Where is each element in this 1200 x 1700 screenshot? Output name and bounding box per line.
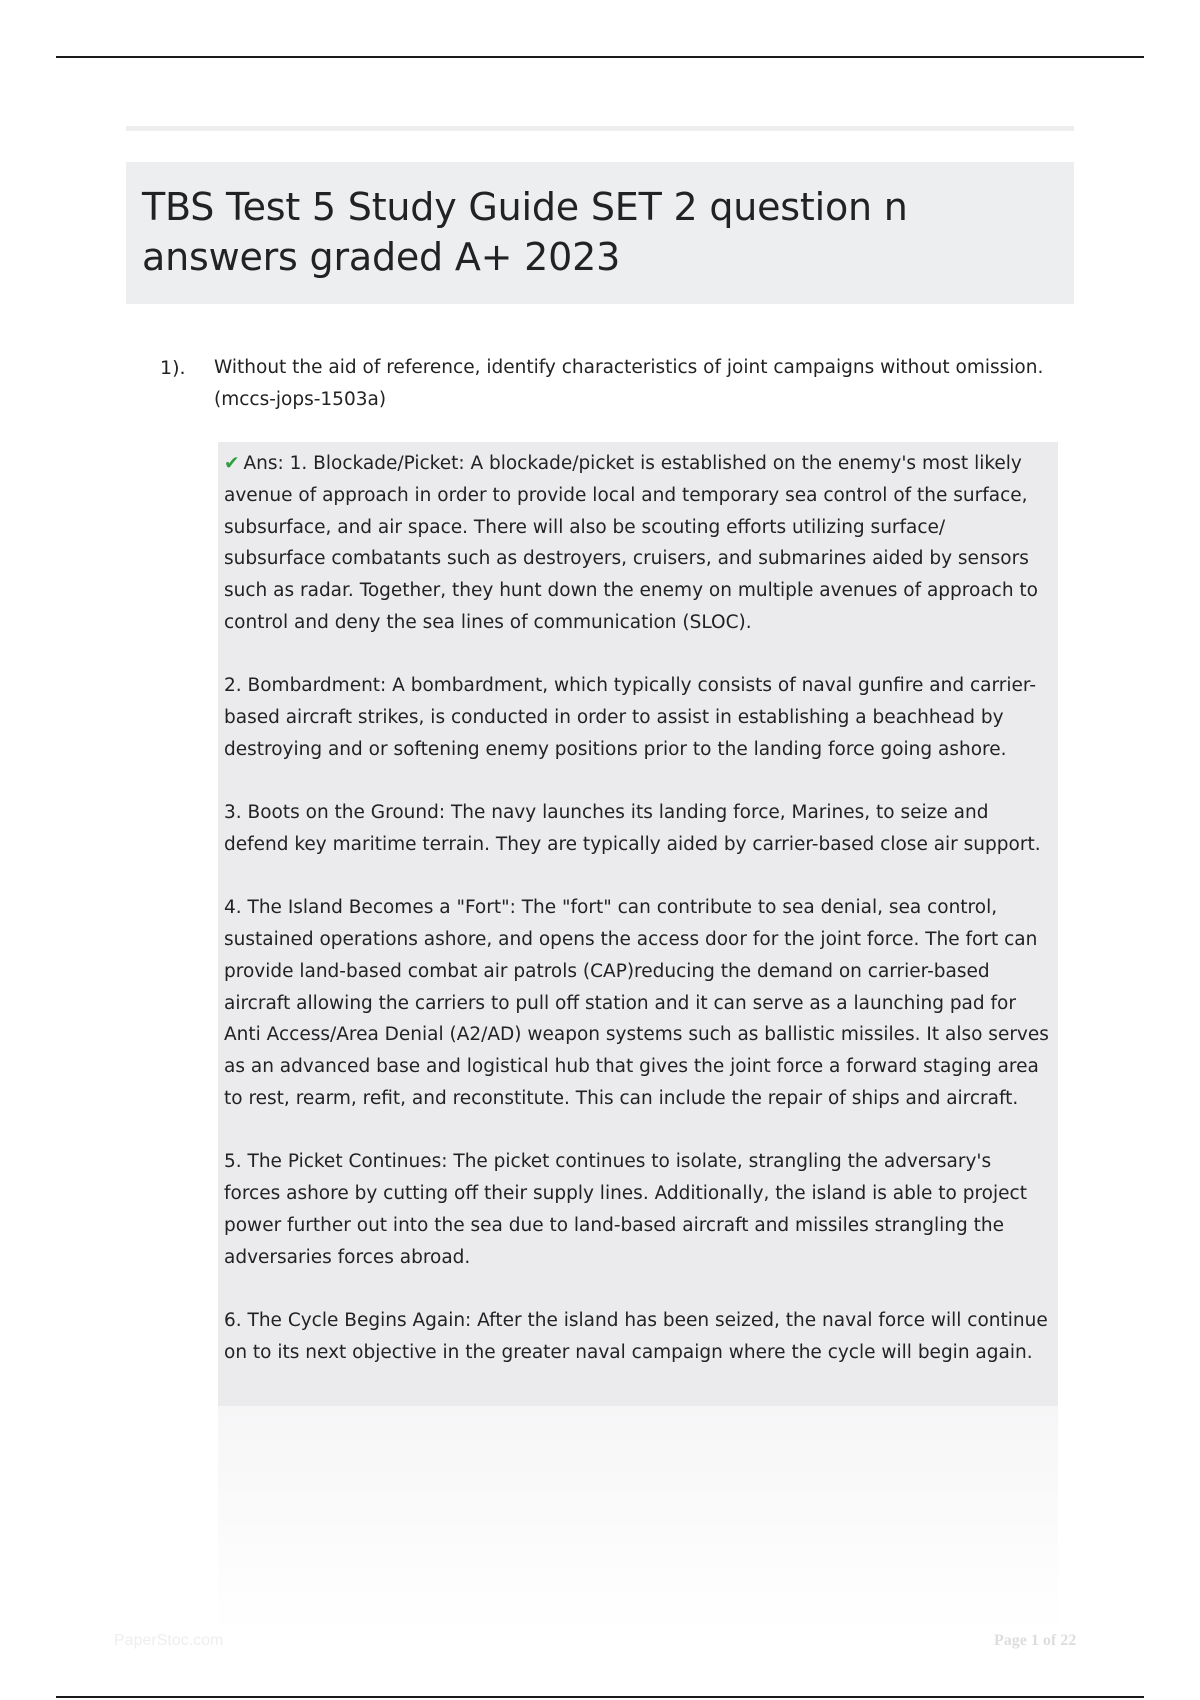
question-text: Without the aid of reference, identify characteristics of joint campaigns without omission. (mccs-jops-1503a) [214, 357, 1044, 410]
top-rule [56, 56, 1144, 58]
answer-box [218, 442, 1058, 1406]
header-divider [126, 126, 1074, 131]
answer-paragraph-1 [224, 448, 1050, 639]
check-icon: ✔ [224, 453, 240, 474]
bottom-rule [56, 1696, 1144, 1698]
answer-box-fade [218, 1406, 1058, 1636]
page-number: Page 1 of 22 [994, 1632, 1077, 1649]
question-number: 1). [160, 357, 186, 379]
answer-paragraph-5: 5. The Picket Continues: The picket continues to isolate, strangling the adversary's forces ashore by cutting off their supply lines. Additionally, the island is able to project power further out into the sea due to land-based aircraft and missiles strangling the adversaries forces abroad. [224, 1151, 1027, 1268]
answer-paragraph-6: 6. The Cycle Begins Again: After the island has been seized, the naval force will continue on to its next objective in the greater naval campaign where the cycle will begin again. [224, 1310, 1048, 1363]
answer-text-1: Ans: 1. Blockade/Picket: A blockade/picket is established on the enemy's most likely avenue of approach in order to provide local and temporary sea control of the surface, subsurface, and air space. There will also be scouting efforts utilizing surface/ subsurface combatants such as destroyers, cruisers, and submarines aided by sensors such as radar. Together, they hunt down the enemy on multiple avenues of approach to control and deny the sea lines of communication (SLOC). [224, 453, 1038, 633]
answer-paragraph-4: 4. The Island Becomes a "Fort": The "fort" can contribute to sea denial, sea control, sustained operations ashore, and opens the access door for the joint force. The fort can provide land-based combat air patrols (CAP)reducing the demand on carrier-based aircraft allowing the carriers to pull off station and it can serve as a launching pad for Anti Access/Area Denial (A2/AD) weapon systems such as ballistic missiles. It also serves as an advanced base and logistical hub that gives the joint force a forward staging area to rest, rearm, refit, and reconstitute. This can include the repair of ships and aircraft. [224, 897, 1049, 1110]
title-box [126, 162, 1074, 304]
watermark: PaperStoc.com [114, 1632, 224, 1649]
answer-paragraph-3: 3. Boots on the Ground: The navy launches its landing force, Marines, to seize and defend key maritime terrain. They are typically aided by carrier-based close air support. [224, 802, 1041, 855]
page-title: TBS Test 5 Study Guide SET 2 question n answers graded A+ 2023 [142, 185, 908, 279]
answer-paragraph-2: 2. Bombardment: A bombardment, which typically consists of naval gunfire and carrier-based aircraft strikes, is conducted in order to assist in establishing a beachhead by destroying and or softening enemy positions prior to the landing force going ashore. [224, 675, 1036, 760]
